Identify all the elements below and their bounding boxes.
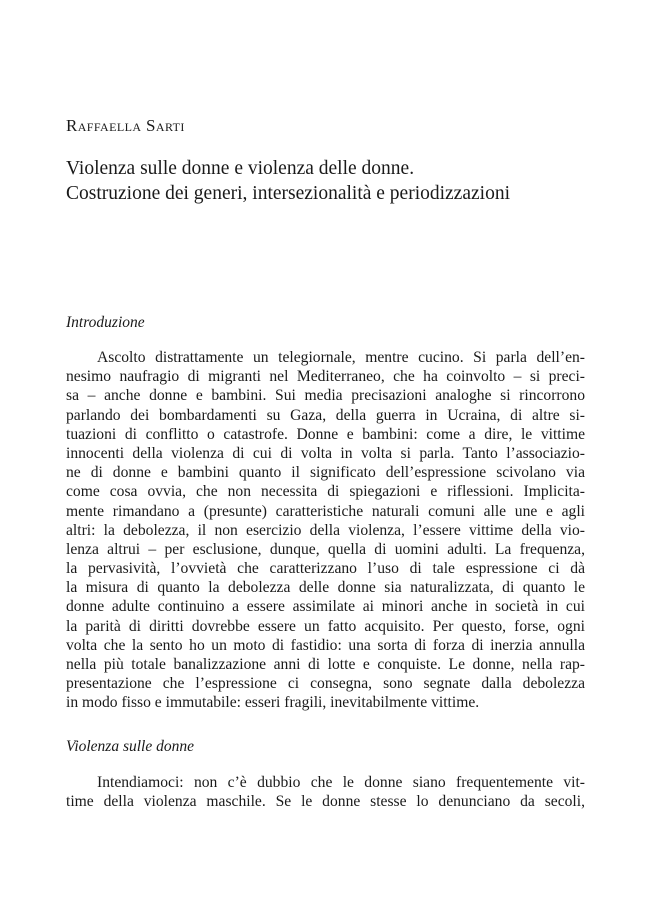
paragraph-violenza-sulle-donne <box>66 773 585 811</box>
text-line: nesimo naufragio di migranti nel Mediterraneo, che ha coinvolto – si preci- <box>66 368 585 386</box>
chapter-title-line: Violenza sulle donne e violenza delle donne. <box>66 158 415 179</box>
text-line: innocenti della violenza di cui di volta in volta si parla. Tanto l’associazio- <box>66 444 585 462</box>
chapter-author: Raffaella Sarti <box>66 116 185 135</box>
text-line: sa – anche donne e bambini. Sui media precisazioni analoghe si rincorrono <box>66 387 585 405</box>
text-line: Intendiamoci: non c’è dubbio che le donne siano frequentemente vit- <box>97 774 585 791</box>
text-line: presentazione che l’espressione ci consegna, sono segnate dalla debolezza <box>66 675 585 693</box>
text-line: time della violenza maschile. Se le donne stesse lo denunciano da secoli, <box>66 793 585 811</box>
text-line: in modo fisso e immutabile: esseri fragili, inevitabilmente vittime. <box>66 694 480 712</box>
text-line: la parità di diritti dovrebbe essere un fatto acquisito. Per questo, forse, ogni <box>66 617 585 635</box>
text-line: nella più totale banalizzazione anni di lotte e conquiste. Le donne, nella rap- <box>66 656 585 673</box>
text-line: la pervasività, l’ovvietà che caratterizzano l’uso di tale espressione ci dà <box>66 560 585 578</box>
text-line: Ascolto distrattamente un telegiornale, mentre cucino. Si parla dell’en- <box>97 349 585 366</box>
paragraph-introduzione <box>66 348 585 713</box>
text-line: volta che la sento ho un moto di fastidio: una sorta di forza di inerzia annulla <box>66 636 585 654</box>
section-heading-violenza-sulle-donne: Violenza sulle donne <box>66 738 194 755</box>
text-line: altri: la debolezza, il non esercizio della violenza, l’essere vittime della vio- <box>66 521 585 539</box>
chapter-title <box>66 156 586 206</box>
text-line: ne di donne e bambini quanto il significato dell’espressione scivolano via <box>66 464 585 482</box>
text-line: lenza altrui – per esclusione, dunque, quella di uomini adulti. La frequenza, <box>66 540 585 558</box>
text-line: la misura di quanto la debolezza delle donne sia naturalizzata, di quanto le <box>66 579 585 597</box>
text-line: parlando dei bombardamenti su Gaza, della guerra in Ucraina, di altre si- <box>66 406 585 424</box>
text-line: mente rimandano a (presunte) caratteristiche naturali comuni alle une e agli <box>66 502 585 520</box>
section-heading-introduzione: Introduzione <box>66 314 145 331</box>
text-line: come cosa ovvia, che non necessita di spiegazioni e riflessioni. Implicita- <box>66 483 585 501</box>
chapter-title-line: Costruzione dei generi, intersezionalità e periodizzazioni <box>66 183 510 204</box>
text-line: tuazioni di conflitto o catastrofe. Donne e bambini: come a dire, le vittime <box>66 425 585 443</box>
text-line: donne adulte continuino a essere assimilate ai minori anche in società in cui <box>66 598 585 616</box>
